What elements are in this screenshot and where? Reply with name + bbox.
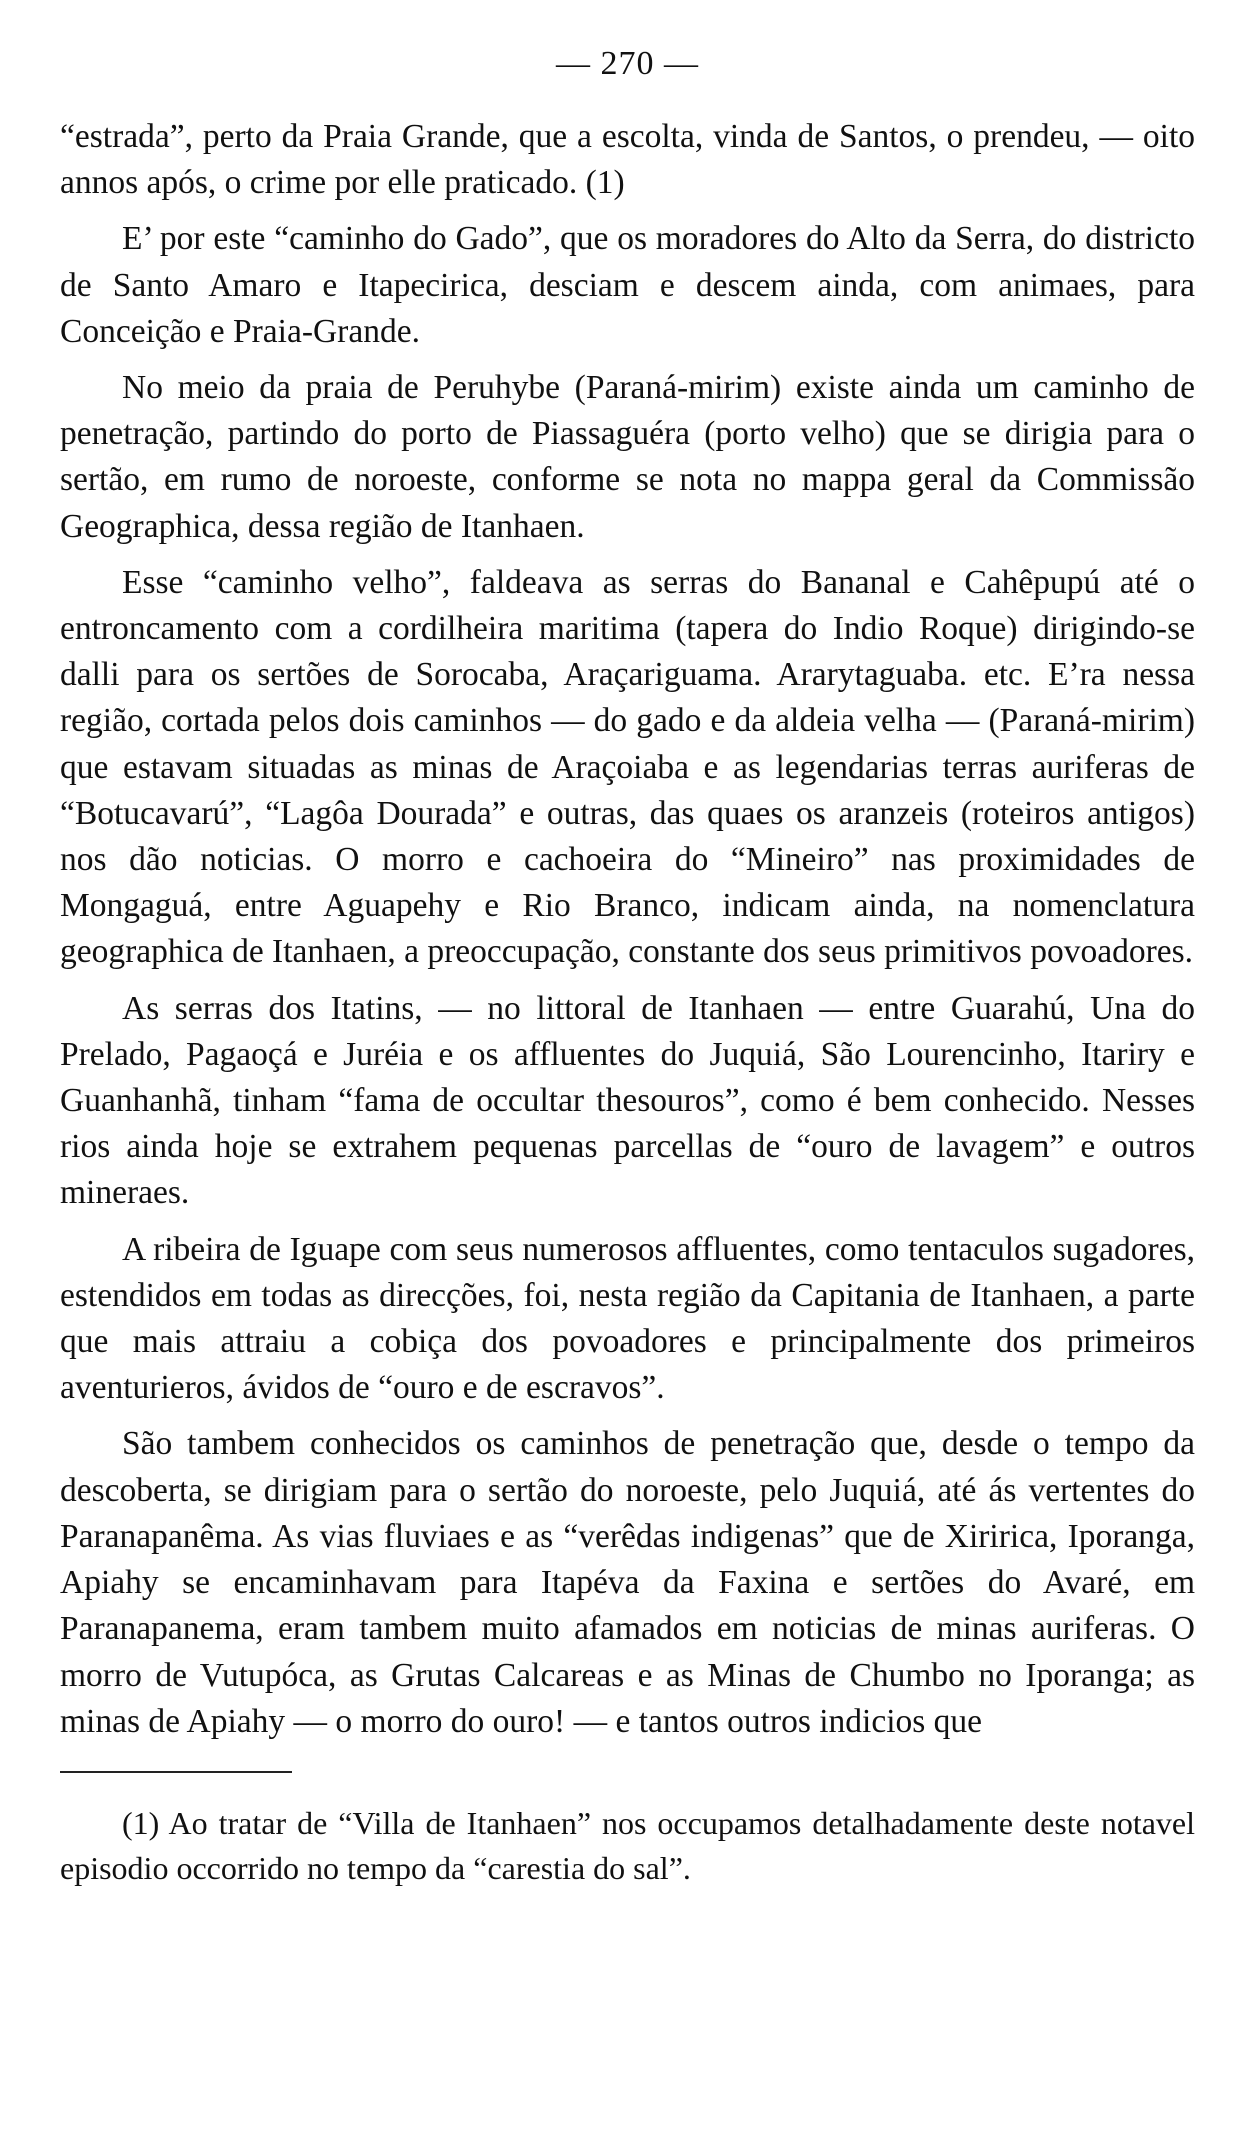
paragraph-6: A ribeira de Iguape com seus numerosos affluentes, como tentaculos sugadores, estendidos em todas as direcções, foi, nesta região da Capitania de Itanhaen, a parte que mais attraiu a cobiça dos povoadores e principalmente dos primeiros aventurieros, ávidos de “ouro e de escravos”.: [60, 1230, 1195, 1407]
document-page: [60, 40, 1195, 1891]
page-number: — 270 —: [556, 45, 699, 82]
paragraph-3: No meio da praia de Peruhybe (Paraná-mirim) existe ainda um caminho de penetração, partindo do porto de Piassaguéra (porto velho) que se dirigia para o sertão, em rumo de noroeste, conforme se nota no mappa geral da Commissão Geographica, dessa região de Itanhaen.: [60, 369, 1195, 545]
paragraph-4: Esse “caminho velho”, faldeava as serras do Bananal e Cahêpupú até o entroncamento com a cordilheira maritima (tapera do Indio Roque) dirigindo-se dalli para os sertões de Sorocaba, Araçariguama. Ararytaguaba. etc. E’ra nessa região, cortada pelos dois caminhos — do gado e da aldeia velha — (Paraná-mirim) que estavam situadas as minas de Araçoiaba e as legendarias terras auriferas de “Botucavarú”, “Lagôa Dourada” e outras, das quaes os aranzeis (roteiros antigos) nos dão noticias. O morro e cachoeira do “Mineiro” nas proximidades de Mongaguá, entre Aguapehy e Rio Branco, indicam ainda, na nomenclatura geographica de Itanhaen, a preoccupação, constante dos seus primitivos povoadores.: [60, 563, 1195, 971]
footnote-divider: [60, 1771, 292, 1773]
paragraph-1: “estrada”, perto da Praia Grande, que a escolta, vinda de Santos, o prendeu, — oito annos após, o crime por elle praticado. (1): [60, 118, 1195, 202]
paragraph-5: As serras dos Itatins, — no littoral de Itanhaen — entre Guarahú, Una do Prelado, Pagaoçá e Juréia e os affluentes do Juquiá, São Lourencinho, Itariry e Guanhanhã, tinham “fama de occultar thesouros”, como é bem conhecido. Nesses rios ainda hoje se extrahem pequenas parcellas de “ouro de lavagem” e outros mineraes.: [60, 989, 1195, 1212]
paragraph-7: São tambem conhecidos os caminhos de penetração que, desde o tempo da descoberta, se dirigiam para o sertão do noroeste, pelo Juquiá, até ás vertentes do Paranapanêma. As vias fluviaes e as “verêdas indigenas” que de Xiririca, Iporanga, Apiahy se encaminhavam para Itapéva da Faxina e sertões do Avaré, em Paranapanema, eram tambem muito afamados em noticias de minas auriferas. O morro de Vutupóca, as Grutas Calcareas e as Minas de Chumbo no Iporanga; as minas de Apiahy — o morro do ouro! — e tantos outros indicios que: [60, 1425, 1195, 1740]
paragraph-2: E’ por este “caminho do Gado”, que os moradores do Alto da Serra, do districto de Santo Amaro e Itapecirica, desciam e descem ainda, com animaes, para Conceição e Praia-Grande.: [60, 220, 1195, 350]
footnote: (1) Ao tratar de “Villa de Itanhaen” nos occupamos detalhadamente deste notavel episodio occorrido no tempo da “carestia do sal”.: [60, 1804, 1195, 1886]
